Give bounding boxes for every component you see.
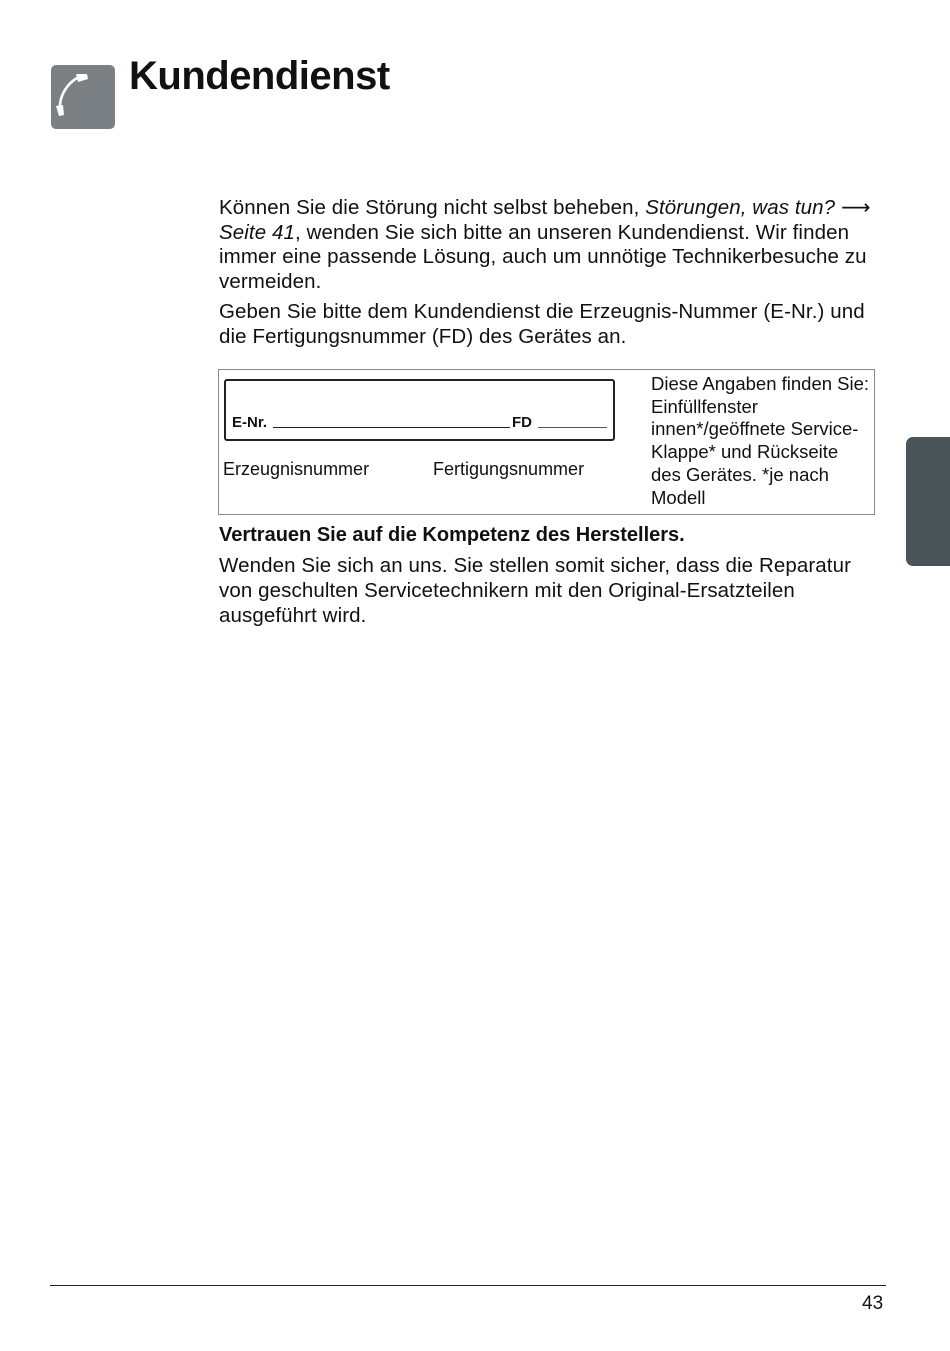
plate-fd-label: FD (512, 414, 532, 431)
footer-divider (50, 1285, 886, 1286)
rating-plate-info-box (218, 369, 875, 515)
product-number-paragraph: Geben Sie bitte dem Kundendienst die Erzeugnis-Nummer (E-Nr.) und die Fertigungsnummer (FD) des Gerätes an. (219, 300, 865, 348)
phone-handset-icon (51, 65, 115, 129)
trust-paragraph: Wenden Sie sich an uns. Sie stellen somit sicher, dass die Reparatur von geschulten Servicetechnikern mit den Original-Ersatzteilen ausgeführt wird. (219, 554, 851, 627)
cross-reference-link[interactable]: Störungen, was tun? ⟶ Seite 41 (219, 196, 871, 244)
intro-text-part1: Können Sie die Störung nicht selbst beheben, (219, 196, 646, 219)
plate-fd-line (538, 427, 607, 428)
trust-heading: Vertrauen Sie auf die Kompetenz des Herstellers. (219, 524, 685, 546)
page-number: 43 (862, 1293, 884, 1314)
intro-paragraph (219, 196, 889, 294)
location-note: Diese Angaben finden Sie: Einfüllfenster innen*/geöffnete Service-Klappe* und Rückseite des Gerätes. *je nach Modell (651, 373, 870, 508)
intro-text (219, 196, 889, 356)
rating-plate-illustration (224, 379, 615, 441)
plate-enr-line (273, 427, 510, 428)
plate-enr-label: E-Nr. (232, 414, 268, 431)
intro-text-part2: , wenden Sie sich bitte an unseren Kundendienst. Wir finden immer eine passende Lösung, auch um unnötige Technikerbesuche zu vermeiden. (219, 220, 867, 293)
chapter-side-tab (906, 437, 950, 566)
page-title: Kundendienst (129, 54, 390, 98)
phone-handset-glyph (51, 65, 115, 129)
caption-product-number: Erzeugnisnummer (223, 459, 370, 479)
caption-production-number: Fertigungsnummer (433, 459, 585, 479)
